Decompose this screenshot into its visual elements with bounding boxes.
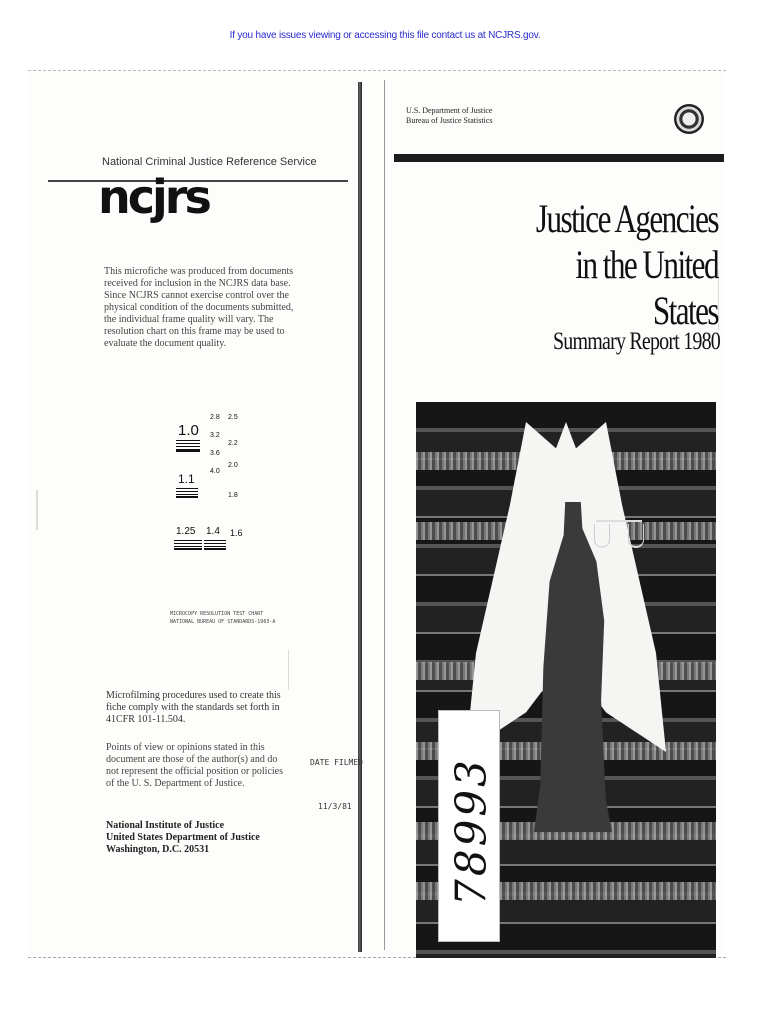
res-label: 2.0	[228, 462, 238, 469]
res-label: 2.5	[228, 414, 238, 421]
res-label: 3.2	[210, 432, 220, 439]
date-filmed-value: 11/3/81	[318, 802, 352, 811]
res-bars	[176, 440, 200, 452]
report-title	[507, 196, 718, 334]
handwritten-accession-number	[438, 710, 500, 942]
caption-line: NATIONAL BUREAU OF STANDARDS-1963-A	[170, 619, 276, 625]
institute-line: Washington, D.C. 20531	[106, 844, 210, 855]
caption-line: MICROCOPY RESOLUTION TEST CHART	[170, 611, 264, 617]
scan-smudge	[36, 490, 38, 530]
scan-top-edge	[28, 70, 726, 73]
report-subtitle: Summary Report 1980	[552, 328, 720, 355]
scan-smudge	[718, 270, 719, 330]
res-bars	[176, 488, 198, 498]
resolution-chart-caption	[170, 610, 275, 626]
accession-number-text: 78993	[446, 757, 496, 906]
res-label: 2.8	[210, 414, 220, 421]
scan-smudge	[288, 650, 289, 690]
bureau-name: Bureau of Justice Statistics	[406, 116, 493, 125]
page-spine	[358, 82, 362, 952]
scales-icon	[596, 520, 642, 522]
access-notice-link[interactable]: If you have issues viewing or accessing this file contact us at NCJRS.gov.	[229, 30, 541, 41]
scale-pan-icon	[628, 524, 644, 548]
views-disclaimer: Points of view or opinions stated in this document are those of the author(s) and do not represent the official position or policies of the U. S. Department of Justice.	[106, 742, 283, 789]
res-label: 1.4	[206, 526, 220, 537]
service-name: National Criminal Justice Reference Service	[102, 156, 317, 168]
access-notice	[0, 30, 770, 41]
scale-pan-icon	[594, 524, 610, 548]
filming-notice: Microfilming procedures used to create this fiche comply with the standards set forth in 41CFR 101-11.504.	[106, 690, 281, 725]
res-bars	[204, 540, 226, 550]
scanned-document	[28, 70, 726, 958]
date-filmed-label: DATE FILMED	[310, 758, 363, 767]
department-header	[406, 106, 492, 126]
department-name: U.S. Department of Justice	[406, 106, 493, 115]
res-label: 1.6	[230, 528, 243, 538]
res-label: 3.6	[210, 450, 220, 457]
institute-line: United States Department of Justice	[106, 832, 260, 843]
ncjrs-logo: ncjrs	[98, 170, 209, 224]
institute-address	[106, 820, 260, 856]
res-label: 1.1	[178, 472, 195, 486]
res-label: 2.2	[228, 440, 238, 447]
title-line: Justice Agencies	[535, 196, 718, 241]
res-label: 1.0	[178, 422, 199, 439]
department-seal-icon	[674, 104, 704, 134]
resolution-chart	[166, 410, 276, 550]
institute-line: National Institute of Justice	[106, 820, 225, 831]
cover-edge	[384, 80, 385, 950]
title-bar	[394, 154, 724, 162]
res-label: 4.0	[210, 468, 220, 475]
res-label: 1.8	[228, 492, 238, 499]
microfiche-notice: This microfiche was produced from documents received for inclusion in the NCJRS data base. Since NCJRS cannot exercise control over the physical condition of the documents submitted, the individual frame quality will vary. The resolution chart on this frame may be used to evaluate the document quality.	[104, 266, 294, 349]
res-label: 1.25	[176, 526, 196, 537]
title-line: in the United States	[575, 242, 718, 333]
res-bars	[174, 540, 202, 550]
